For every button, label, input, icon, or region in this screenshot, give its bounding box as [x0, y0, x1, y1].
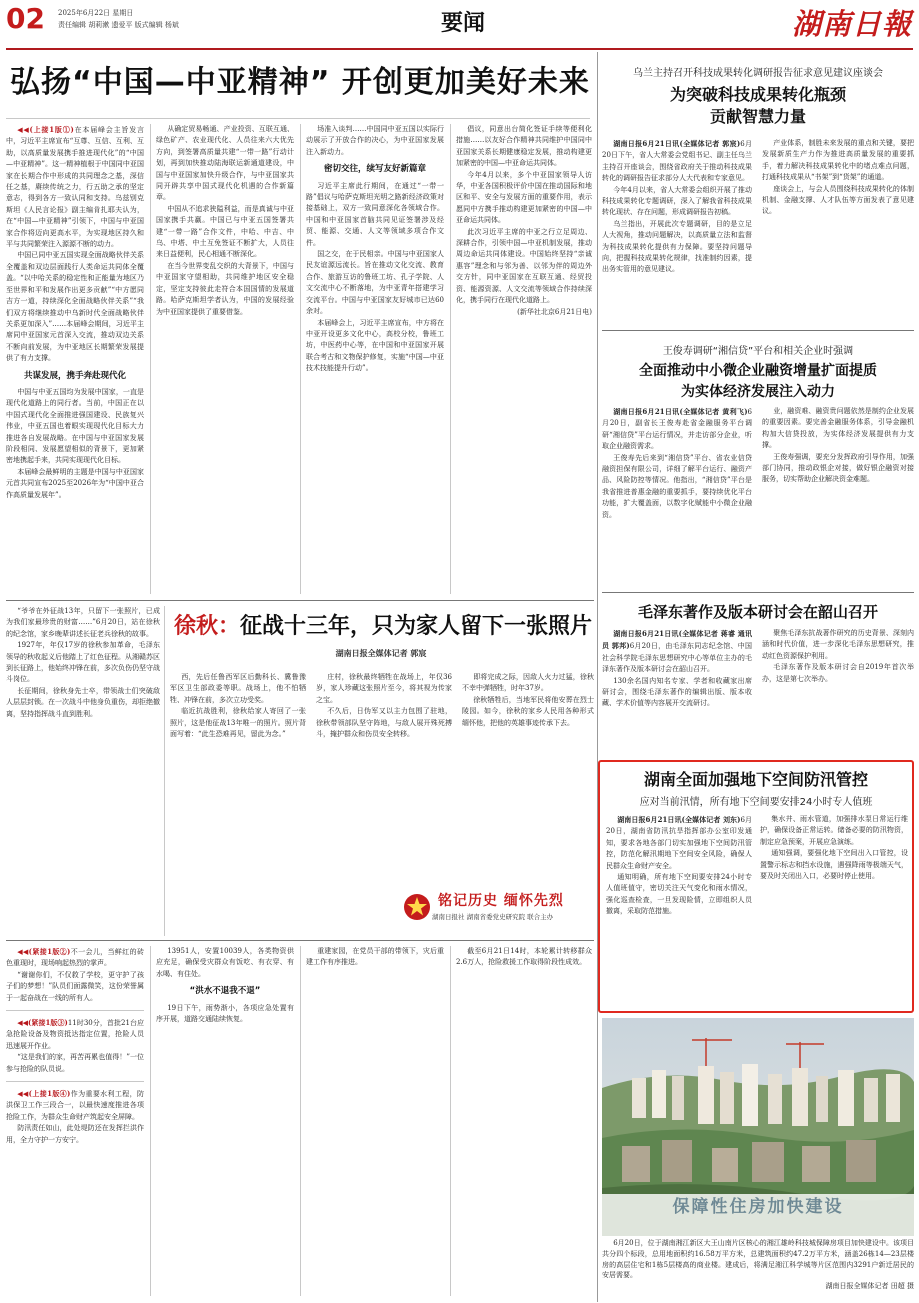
article-col-2 [762, 628, 914, 754]
stamp-subtitle: 湖南日报社 湖南省委党史研究院 联合主办 [432, 913, 554, 921]
paragraph: 国之交，在于民相亲。中国与中亚国家人民友谊源远流长。旨在推动文化交流、教育合作、旅游互访的鲁班工坊、孔子学院、人文交流中心不断落地，为中亚青年搭建学习交流平台。中国与中亚国家友好城市已达60余对。 [306, 250, 444, 316]
section-title: 要闻 [440, 11, 485, 36]
paragraph: 此次习近平主席的中亚之行立足周边、深耕合作，引领中国—中亚机制发展，推动周边命运共同体建设。中国始终坚持“亲诚惠容”理念和与邻为善、以邻为伴的周边外交方针，同中亚国家在互联互通、经贸投资、能源资源、人文交流等领域合作持续深化，携手同行在现代化道路上。 [456, 227, 592, 305]
lower-col-4 [456, 946, 592, 1296]
col-divider [450, 946, 451, 1296]
feature-byline: 湖南日报全媒体记者 郭宸 [335, 649, 427, 658]
col-divider [300, 124, 301, 594]
paragraph: 长征期间，徐秋身先士卒，带领战士们突破敌人层层封锁。在一次战斗中他身负重伤，却拒绝撤离，坚持指挥战斗直到胜利。 [6, 686, 160, 718]
paragraph: 通知强调，要强化地下空间出入口管控，设置警示标志和挡水设施，遇强降雨等极端天气，要及时关闭出入口，必要时停止使用。 [760, 849, 908, 881]
article-col-2 [762, 406, 914, 584]
paragraph: 本届峰会最鲜明的主题是中国与中亚国家元首共同宣布2025至2026年为“中国中亚合作高质量发展年”。 [6, 467, 144, 499]
feature-headline [168, 610, 594, 644]
article-col-1 [606, 814, 752, 1008]
paragraph: 6月20日下午，省人大常委会党组书记、副主任乌兰主持召开座谈会，围绕省政府关于推动科技成果转化的调研报告征求部分人大代表和专家意见。 [602, 140, 752, 183]
feature-side-column [6, 606, 160, 936]
col-divider [150, 946, 151, 1296]
photo-caption: 6月20日，位于湖南湘江新区大王山南片区核心的湘江雄岭科技城保障房项目加快建设中。该项目共分四个标段，总用地面积约16.58万平方米，总建筑面积约47.2万平方米，涵盖26栋14—23层楼房的高层住宅和1栋5层楼高的商业楼。建成后，将满足湘江科学城等片区范围内3291户新迁居民的安居需要。 [602, 1239, 914, 1280]
main-col-3 [306, 124, 444, 594]
paragraph: 西，先后任鲁西军区后勤科长、冀鲁豫军区卫生部政委等职。战场上，他不怕牺牲、冲锋在前，多次立功受奖。 [170, 673, 306, 704]
paragraph: 即将完成之际，因敌人火力过猛，徐秋不幸中弹牺牲，时年37岁。 [462, 673, 594, 693]
stamp-title: 铭记历史 缅怀先烈 [438, 893, 564, 909]
header-rule [6, 48, 913, 50]
housing-photo [602, 1018, 914, 1236]
article-headline: 全面推动中小微企业融资增量扩面提质 为实体经济发展注入动力 [639, 363, 877, 400]
article-col-2 [762, 138, 914, 324]
editors-line: 责任编辑 胡莉漱 遗爱平 版式编辑 杨斌 [58, 21, 179, 29]
page-header [0, 0, 919, 52]
mao-article [602, 596, 914, 756]
paragraph: 130余名国内知名专家、学者和收藏家出席研讨会，围绕毛泽东著作的编辑出版、版本收藏、学术价值等内容展开交流研讨。 [602, 676, 752, 708]
article-col-1 [602, 628, 752, 754]
right-mid-article [602, 334, 914, 588]
paragraph: “谢谢你们，不仅救了学校，更守护了孩子们的梦想！”队员们面露微笑，这份荣誉属于一起奋战在一线的所有人。 [6, 970, 144, 1002]
paragraph: 王俊寿先后来到“湘信贷”平台、省农业信贷融资担保有限公司，详细了解平台运行、融资产品、风险防控等情况。他指出，“湘信贷”平台是我省推进普惠金融的重要抓手，要持续优化平台功能，扩大覆盖面，以数字化赋能中小微企业融资。 [602, 453, 752, 519]
continuation-marker: ◀◀(上接1版①) [17, 125, 74, 134]
paragraph: 作为重要水利工程，防洪保卫工作三段合一，以最快速度推进各项抢险工作，为群众生命财产筑起安全屏障。 [6, 1090, 144, 1121]
paragraph: 倡议，同意出台简化签证手续等便利化措施……以友好合作精神共同维护中国同中亚国家关系长期健康稳定发展，推动构建更加紧密的中国—中亚命运共同体。 [456, 125, 592, 168]
paragraph: 乌兰指出，开展此次专题调研，目的是立足人大视角，推动问题解决，以高质量立法和监督为科技成果转化提供有力保障。要坚持问题导向，把握科技成果转化规律，找准制约因素，提出务实管用的意见建议。 [602, 219, 752, 274]
section-subhead: 共谋发展，携手奔赴现代化 [23, 370, 126, 381]
paragraph: 6月20日，副省长王俊寿赴省金融服务平台调研“湘信贷”平台运行情况，并走访部分企业，听取企业融资需求。 [602, 408, 752, 451]
paragraph: 临近抗战胜利，徐秋给家人寄回了一张照片，这是他征战13年唯一的照片。照片背面写着：“此生恐难再见，留此为念。” [170, 707, 306, 739]
paragraph: 今年4月以来，多个中亚国家领导人访华，中亚各国积极评价中国在推动国际和地区和平、安全与发展方面的重要作用，表示愿同中方携手推动构建更加紧密的中国—中亚命运共同体。 [456, 170, 592, 225]
paragraph: 中国从不追求狭隘利益，而是真诚与中亚国家携手共赢。中国已与中亚五国签署共建“一带一路”合作文件，中哈、中吉、中乌、中塔、中土互免签证不断扩大，人员往来日益便利，民心相通不断深化。 [156, 204, 294, 259]
divider [6, 940, 594, 941]
divider [602, 330, 914, 331]
feature-title-block [168, 610, 594, 666]
col-divider [150, 124, 151, 594]
article-col-2 [760, 814, 908, 1008]
paragraph: 座谈会上，与会人员围绕科技成果转化的体制机制、金融支撑、人才队伍等方面发表了意见建议。 [762, 184, 914, 216]
headline-divider [6, 118, 590, 119]
col-divider [164, 606, 165, 936]
feature-title: 征战十三年，只为家人留下一张照片 [240, 614, 593, 639]
article-headline: 为突破科技成果转化瓶颈 贡献智慧力量 [669, 85, 846, 126]
paragraph: 截至6月21日14时，本轮累计转移群众2.6万人，抢险救援工作取得阶段性成效。 [456, 947, 592, 967]
paragraph: 6月20日，湖南省防汛抗旱指挥部办公室印发通知，要求各地各部门切实加强地下空间防汛管控，防范化解汛期地下空间安全风险，确保人民群众生命财产安全。 [606, 816, 752, 870]
paragraph: 13951人，安置10039人，各类物资供应充足，确保受灾群众有饭吃、有衣穿、有水喝、有住处。 [156, 947, 294, 978]
section-subhead: 密切交往，续写友好新篇章 [323, 164, 426, 175]
divider [6, 600, 594, 601]
dateline: 湖南日报6月21日讯(全媒体记者 蒋睿 通讯员 郭邦) [602, 629, 752, 651]
paragraph: 中国已同中亚五国实现全面战略伙伴关系全覆盖和双边层面践行人类命运共同体全覆盖。“以中哈关系的稳定性和正能量为地区乃至世界和平和发展作出更多贡献”“中方愿同吉方一道，持续深化全面战略伙伴关系”“我们双方将继续推动中乌新时代全面战略伙伴关系更加深入”……本届峰会期间，习近平主席同中亚国家元首深入交流，推动双边关系不断向前发展，为中亚地区长期繁荣发展提供了有力支撑。 [6, 251, 144, 363]
photo-credit: 湖南日报全媒体记者 田超 摄 [825, 1282, 914, 1291]
article-headline: 湖南全面加强地下空间防汛管控 [643, 770, 868, 789]
paragraph: 中国与中亚五国均为发展中国家，一直是现代化道路上的同行者。当前，中国正在以中国式现代化全面推进强国建设、民族复兴伟业，中亚五国也着眼实现现代化目标大力推进各自发展战略。在中国与中亚国家发展阶段相同、发展愿望相似的背景下，更加紧密地携起手来，共同实现现代化目标。 [6, 387, 144, 465]
continuation-marker: ◀◀(紧接1版②) [17, 947, 71, 956]
right-top-article [602, 54, 914, 324]
dateline: 湖南日报6月21日讯(全媒体记者 刘东) [617, 815, 741, 824]
paragraph: 本届峰会上，习近平主席宣布，中方将在中亚开设更多文化中心，高校分校，鲁班工坊，中医药中心等，在中国和中亚国家开展联合考古和文物保护修复，实施“中国—中亚技术技能提升行动”。 [306, 318, 444, 373]
lower-col-3 [306, 946, 444, 1296]
article-col-1 [602, 406, 752, 584]
main-col-1 [6, 124, 144, 594]
dateline: (新华社北京6月21日电) [517, 307, 592, 316]
lower-col-1 [6, 946, 144, 1296]
feature-col-1 [170, 672, 306, 934]
star-emblem-icon [402, 892, 432, 922]
main-col-4 [456, 124, 592, 594]
paragraph: 产业体系，制胜未来发展的重点和关键，要把发展新质生产力作为推进高质量发展的重要抓手，着力解决科技成果转化中的堵点难点问题，打通科技成果从“书架”到“货架”的通道。 [762, 139, 914, 182]
paragraph: “爷爷在外征战13年，只留下一张照片，已成为我们家最珍贵的财富……”6月20日，站在徐秋的纪念馆，家乡晚辈讲述长征老兵徐秋的故事。 [6, 607, 160, 638]
paragraph: 19日下午，雨势渐小，各项应急处置有序开展，道路交通陆续恢复。 [156, 1003, 294, 1024]
column-divider [597, 52, 598, 1302]
paragraph: 庄村，徐秋最终牺牲在战场上，年仅36岁，家人珍藏这张照片至今，将其视为传家之宝。 [316, 673, 452, 704]
paragraph: 从确定贸易畅通、产业投资、互联互通、绿色矿产、农业现代化、人员往来六大优先方向，到签署高质量共建“一带一路”行动计划，再到加快推动陆海联运新通道建设，中国与中亚国家加快升级合作，与中亚国家共同开辟共享中国式现代化机遇的合作新篇章。 [156, 125, 294, 202]
paragraph: 场准入谈判……中国同中亚五国以实际行动展示了开放合作的决心，为中亚国家发展注入新动力。 [306, 125, 444, 156]
col-divider [300, 946, 301, 1296]
kicker: 乌兰主持召开科技成果转化调研报告征求意见建议座谈会 [633, 68, 883, 79]
section-subhead: “洪水不退我不退” [189, 986, 261, 997]
paragraph: 在本届峰会主旨发言中，习近平主席宣布“互尊、互信、互利、互助，以高质量发展携手推进现代化”的“中国—中亚精神”。这一精神植根于中国同中亚国家在长期合作中形成的共同理念之基，深信任之基，赓续传统之力，行五助之承的坚定意志，得到各方一致认同和支持。乌兹别克斯坦《人民言论报》副主编肯扎耶夫认为，在“中国—中亚精神”引领下，中国与中亚国家合作将迈向更高水平，为实现地区持久和平与共同繁荣注入源源不断的动力。 [6, 126, 144, 249]
feature-kicker: 徐秋： [174, 614, 241, 639]
lower-col-2 [156, 946, 294, 1296]
kicker: 王俊寿调研“湘信贷”平台和相关企业时强调 [662, 346, 854, 357]
dateline: 湖南日报6月21日讯(全媒体记者 郭宸) [613, 139, 741, 148]
divider [602, 592, 914, 593]
paragraph: 习近平主席此行期间，在通过“一带一路”倡议与哈萨克斯坦光明之路新经济政策对接基础上，双方一致同意深化各领域合作。中国和中亚国家首脑共同见证签署涉及经贸、能源、交通、人文等领域多项合作文件。 [306, 181, 444, 247]
article-headline: 毛泽东著作及版本研讨会在韶山召开 [637, 603, 878, 621]
paragraph: 集水井、雨水管道，加强排水泵日常运行维护，确保设备正常运转。储备必要的防汛物资，制定应急预案，开展应急演练。 [760, 815, 908, 846]
paragraph: 11时30分，首批21台应急抢险设备及物资抵达指定位置，抢险人员迅速展开作业。 [6, 1019, 144, 1050]
article-subheadline: 应对当前汛情，所有地下空间要安排24小时专人值班 [639, 797, 873, 808]
paragraph: 今年4月以来，省人大常委会组织开展了推动科技成果转化专题调研，深入了解我省科技成果转化现状、存在问题，形成调研报告初稿。 [602, 185, 752, 217]
masthead-logo: 湖南日報 [791, 7, 912, 41]
flood-article-box [598, 760, 914, 1013]
photo-headline: 保障性住房加快建设 [672, 1197, 844, 1217]
divider [6, 1010, 144, 1011]
paragraph: 毛泽东著作及版本研讨会自2019年首次举办，这是第七次举办。 [762, 663, 914, 683]
dateline: 湖南日报6月21日讯(全媒体记者 黄利飞) [613, 407, 748, 416]
paragraph: 防汛责任如山，此处堤防还在发挥拦洪作用，全力守护一方安宁。 [6, 1124, 144, 1144]
paragraph: 聚焦毛泽东抗战著作研究的历史背景、深刻内涵和时代价值，进一步深化毛泽东思想研究，推动红色资源保护利用。 [762, 629, 914, 660]
continuation-marker: ◀◀(紧接1版③) [17, 1018, 68, 1028]
paragraph: 不久后，日伪军又以主力包围了驻地，徐秋带领部队坚守阵地，与敌人展开殊死搏斗，掩护群众和伤员安全转移。 [316, 707, 452, 739]
housing-caption [602, 1238, 914, 1294]
paragraph: 徐秋牺牲后，当地军民将他安葬在烈士陵园。如今，徐秋的家乡人民用各种形式缅怀他，把他的英雄事迹传承下去。 [462, 695, 594, 727]
paragraph: “这是我们的家，再苦再累也值得！”一位参与抢险的队员说。 [6, 1053, 144, 1073]
issue-date: 2025年6月22日 星期日 [58, 9, 134, 17]
paragraph: 1927年，年仅17岁的徐秋参加革命，毛泽东领导的秋收起义后他踏上了红色征程。从湘赣苏区到长征路上，他始终冲锋在前，多次负伤仍坚守战斗岗位。 [6, 641, 160, 684]
page-number: 02 [6, 2, 45, 35]
main-col-2 [156, 124, 294, 594]
paragraph: 通知明确，所有地下空间要安排24小时专人值班值守，密切关注天气变化和雨水情况，强化巡查检查，一旦发现险情，立即组织人员撤离，采取防范措施。 [606, 873, 752, 916]
commemorative-stamp [398, 886, 594, 930]
main-headline: 弘扬“中国—中亚精神” 开创更加美好未来 [10, 65, 590, 100]
continuation-marker: ◀◀(上接1版④) [17, 1089, 71, 1099]
divider [6, 1081, 144, 1082]
article-col-1 [602, 138, 752, 324]
paragraph: 6月20日，由毛泽东同志纪念馆、中国社会科学院毛泽东思想研究中心等单位主办的毛泽东著作及版本研讨会在韶山召开。 [602, 642, 752, 674]
paragraph: 不一会儿，当鲜红的砖色重现时，现场响起热烈的掌声。 [6, 948, 144, 968]
paragraph: 王俊寿强调，要充分发挥政府引导作用，加强部门协同，推动政银企对接，做好银企融资对接服务，切实帮助企业解决资金难题。 [762, 452, 914, 484]
paragraph: 在当今世界变乱交织的大背景下，中国与中亚国家守望相助，共同维护地区安全稳定，坚定支持彼此走符合本国国情的发展道路。哈萨克斯坦学者认为，中国的发展经验为中亚国家提供了重要借鉴。 [156, 261, 294, 316]
paragraph: 业，融资难、融资贵问题依然是制约企业发展的重要因素。要完善金融服务体系，引导金融机构加大信贷投放，为实体经济发展提供有力支撑。 [762, 407, 914, 450]
col-divider [450, 124, 451, 594]
paragraph: 重建家园，在党员干部的带领下，灾后重建工作有序推进。 [306, 947, 444, 967]
